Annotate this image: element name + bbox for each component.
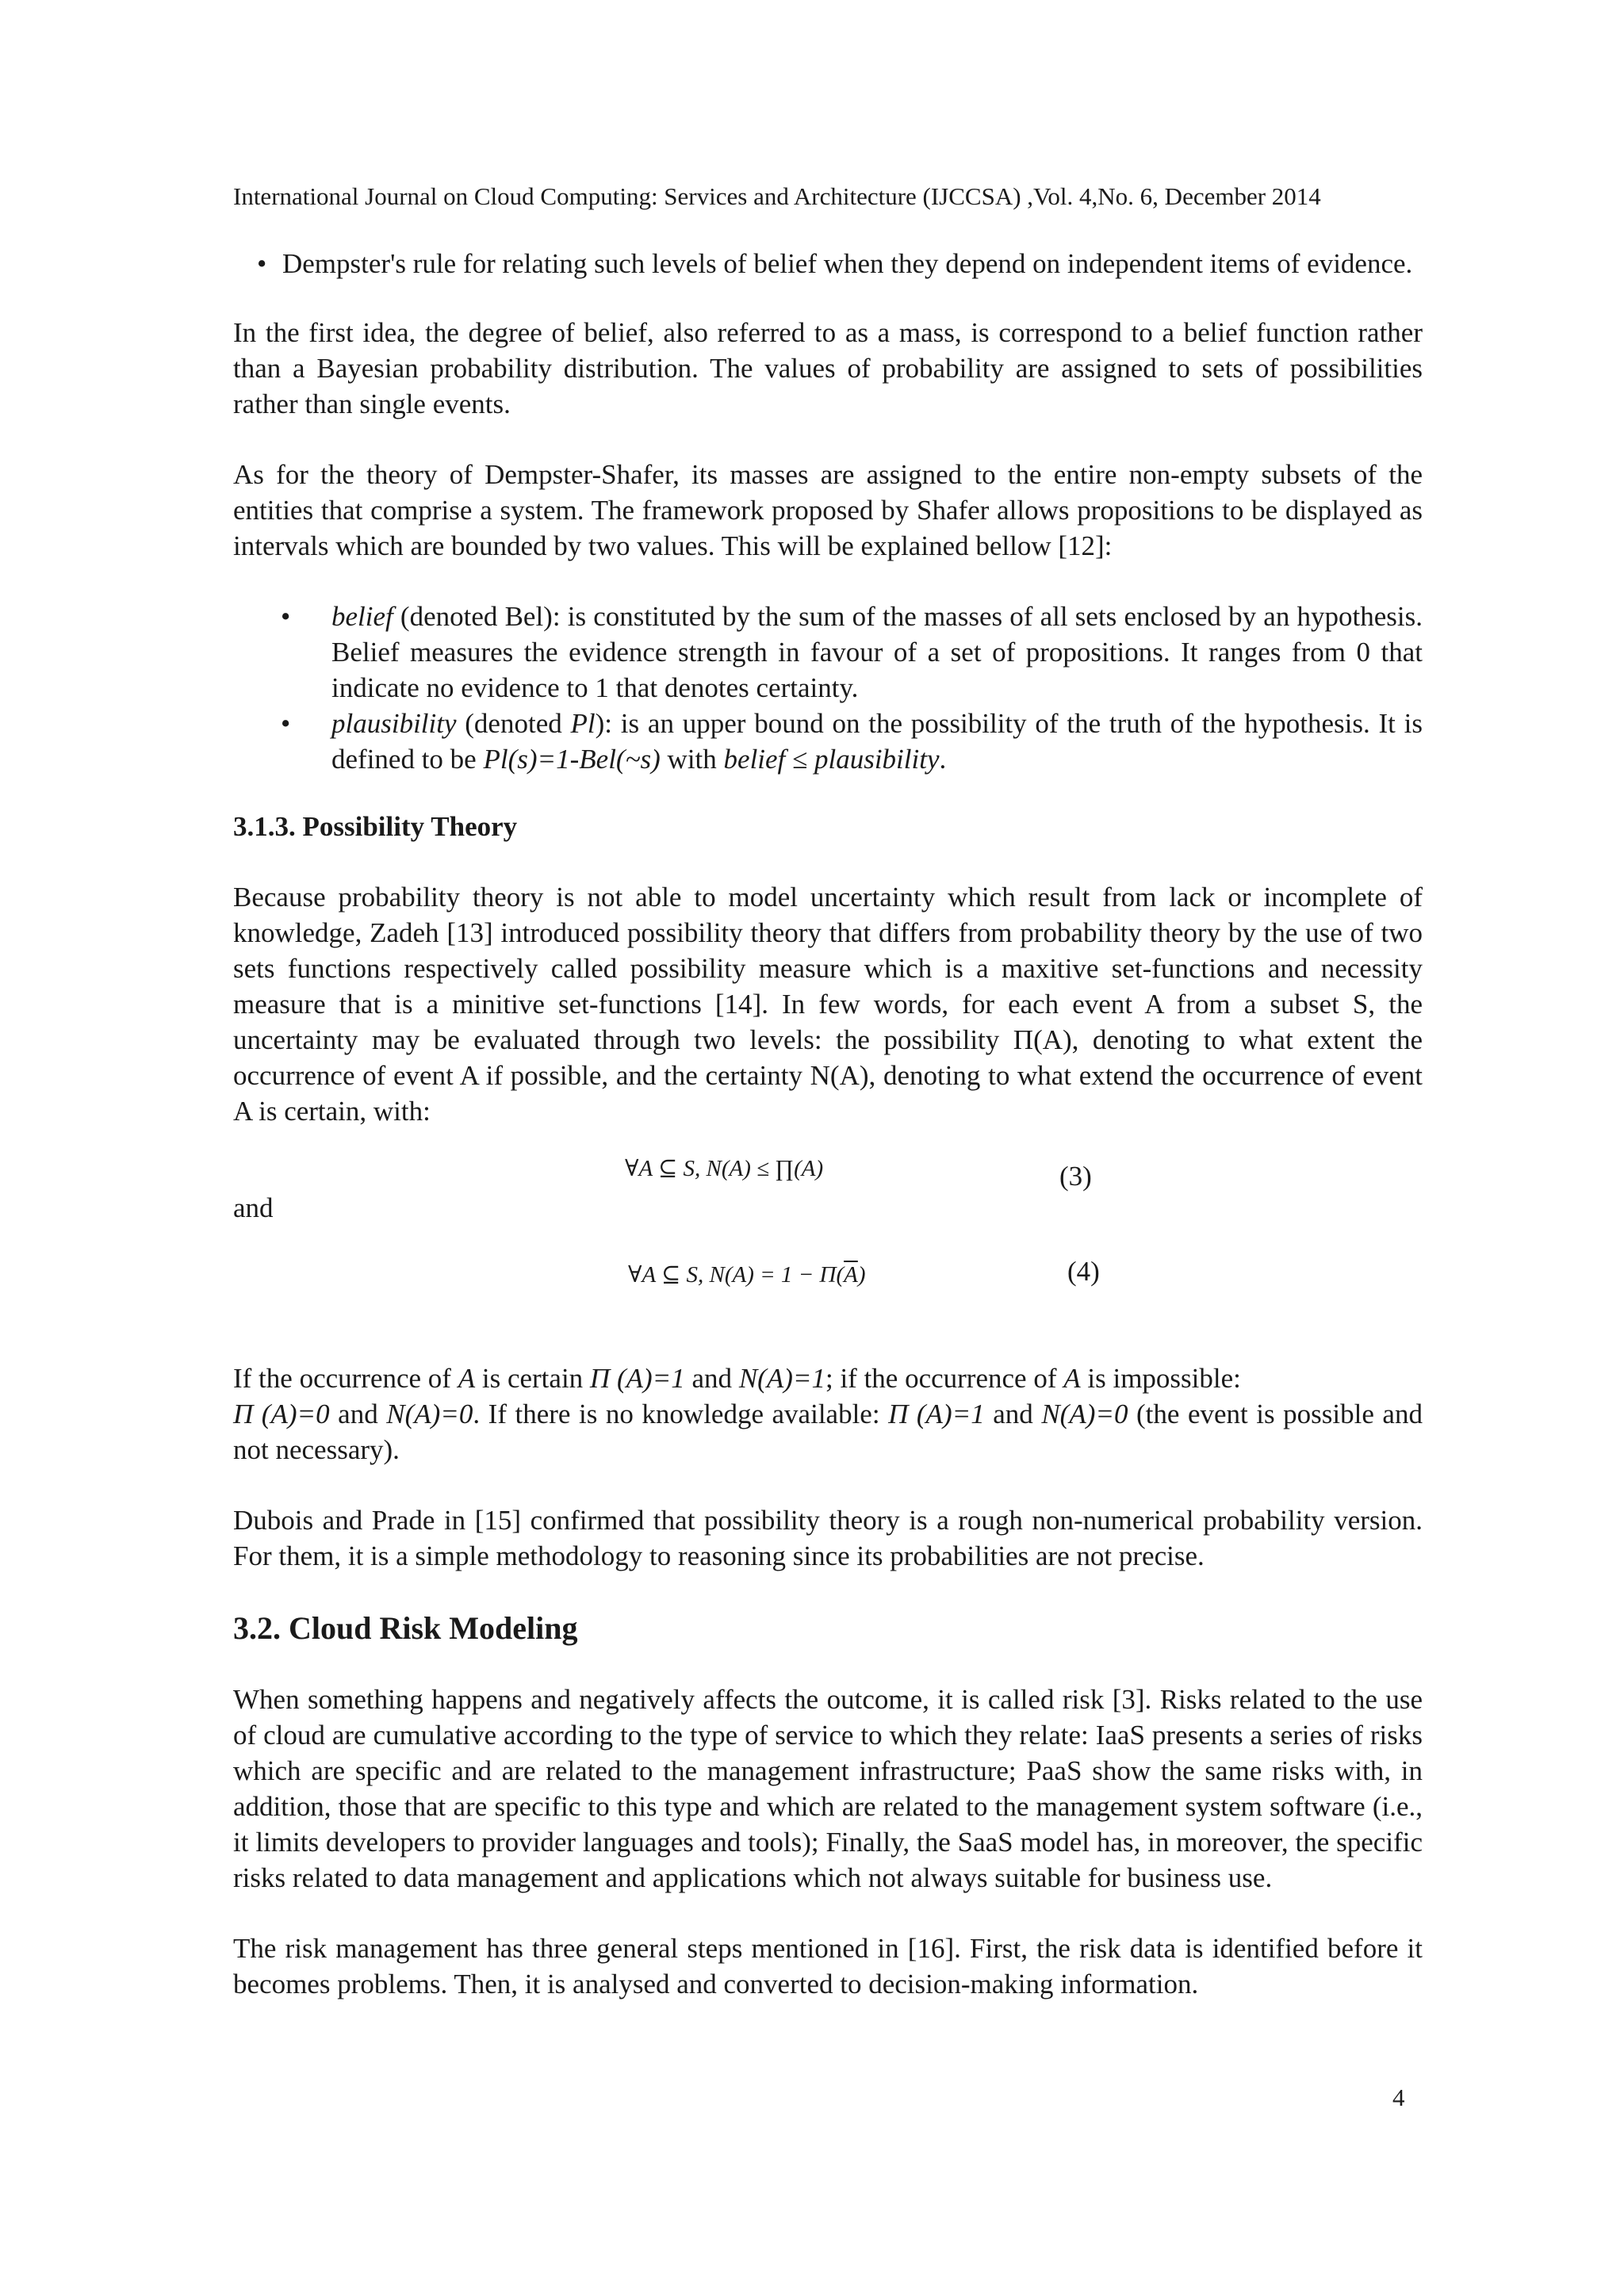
page-number: 4 [1392,2084,1405,2111]
equation-4-complement: $\overline{A}$ [844,1262,858,1288]
list-item-text: Dempster's rule for relating such levels of belief when they depend on independent items of evidence. [282,248,1413,279]
inline-formula: N(A)=0 [1041,1399,1128,1429]
conjunction-and: and [233,1192,274,1223]
inline-text: with [660,744,724,775]
inline-formula: Pl(s)=1-Bel(~s) [483,744,661,775]
equation-3-number: (3) [1059,1161,1092,1192]
list-item [233,246,1423,281]
paragraph-dempster-shafer: As for the theory of Dempster-Shafer, its masses are assigned to the entire non-empty subsets of the entities that comprise a system. The framework proposed by Shafer allows propositions to be displayed as intervals which are bounded by two values. This will be explained bellow [12]: [233,459,1423,561]
inline-symbol: A [1063,1363,1081,1394]
inline-text: and [329,1399,387,1429]
running-header: International Journal on Cloud Computing: Services and Architecture (IJCCSA) ,Vol. 4,No. 6, December 2014 [233,182,1321,210]
inline-formula: N(A)=0 [386,1399,473,1429]
inline-text: is certain [475,1363,590,1394]
inline-text: ): is an upper bound on the possibility of the truth of the hypothesis. It is defined to be [331,708,1423,775]
term-belief: belief [331,601,393,632]
inline-text: . If there is no knowledge available: [473,1399,889,1429]
belief-definition: (denoted Bel): is constituted by the sum of the masses of all sets enclosed by an hypothesis. Belief measures the evidence strength in favour of a set of propositions. It ranges from 0 that indicate no evidence to 1 that denotes certainty. [331,601,1423,703]
bullet-icon: • [257,248,267,279]
inline-text: and [984,1399,1042,1429]
inline-symbol: A [458,1363,476,1394]
belief-plausibility-list [233,599,1423,777]
equation-4-number: (4) [1067,1256,1100,1287]
bullet-icon: • [281,708,291,739]
inline-text: If the occurrence of [233,1363,458,1394]
paragraph-dubois-prade: Dubois and Prade in [15] confirmed that possibility theory is a rough non-numerical probability version. For them, it is a simple methodology to reasoning since its probabilities are not precise. [233,1505,1423,1571]
list-item-belief [233,599,1423,706]
inline-formula: Π (A)=1 [589,1363,685,1394]
section-heading-3-1-3: 3.1.3. Possibility Theory [233,811,518,842]
bullet-icon: • [281,601,291,632]
equation-4-part: ) [857,1262,866,1288]
term-plausibility: plausibility [331,708,457,739]
equation-3: ∀A ⊆ S, N(A) ≤ ∏(A) [625,1156,824,1181]
intro-bullet-list [233,246,1423,281]
section-heading-3-2: 3.2. Cloud Risk Modeling [233,1610,578,1646]
equation-4-part: ∀A ⊆ S, N(A) = 1 − Π( [628,1262,845,1288]
equation-block [233,1151,1423,1346]
inline-symbol: Pl [570,708,596,739]
paragraph-belief-mass: In the first idea, the degree of belief, also referred to as a mass, is correspond to a belief function rather than a Bayesian probability distribution. The values of probability are assigned to sets of possibilities rather than single events. [233,317,1423,419]
paragraph-occurrence-cases [233,1360,1423,1468]
inline-formula: N(A)=1 [738,1363,825,1394]
inline-text: (denoted [456,708,571,739]
inline-formula: Π (A)=1 [888,1399,985,1429]
inline-text: and [684,1363,739,1394]
equation-4 [628,1261,866,1288]
list-item-plausibility [233,706,1423,777]
paragraph-risk-management: The risk management has three general steps mentioned in [16]. First, the risk data is identified before it becomes problems. Then, it is analysed and converted to decision-making information. [233,1933,1423,1999]
paragraph-possibility-theory: Because probability theory is not able to model uncertainty which result from lack or incomplete of knowledge, Zadeh [13] introduced possibility theory that differs from probability theory by the use of two sets functions respectively called possibility measure which is a maxitive set-functions and necessity measure that is a minitive set-functions [14]. In few words, for each event A from a subset S, the uncertainty may be evaluated through two levels: the possibility Π(A), denoting to what extent the occurrence of event A if possible, and the certainty N(A), denoting to what extend the occurrence of event A is certain, with: [233,882,1423,1127]
paragraph-cloud-risk: When something happens and negatively affects the outcome, it is called risk [3]. Risks related to the use of cloud are cumulative according to the type of service to which they relate: IaaS presents a series of risks which are specific and are related to the management infrastructure; PaaS show the same risks with, in addition, those that are specific to this type and which are related to the management system software (i.e., it limits developers to provider languages and tools); Finally, the SaaS model has, in moreover, the specific risks related to data management and applications which not always suitable for business use. [233,1684,1423,1893]
inline-text: (the event is possible and not necessary). [233,1399,1423,1465]
page-content [233,246,1423,2037]
inline-text: ; if the occurrence of [825,1363,1064,1394]
inline-text: . [939,744,947,775]
paper-page [233,0,1423,2296]
inline-text: is impossible: [1080,1363,1241,1394]
inline-formula: belief ≤ plausibility [723,744,940,775]
inline-formula: Π (A)=0 [233,1399,330,1429]
